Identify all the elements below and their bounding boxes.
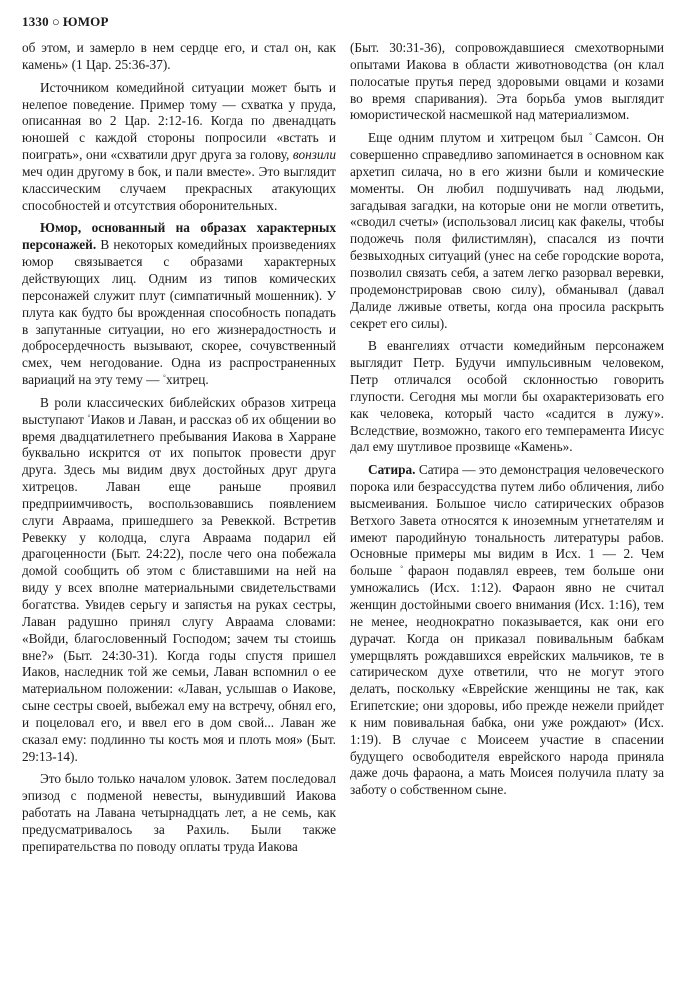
paragraph (350, 338, 664, 456)
left-column (22, 40, 336, 856)
paragraph (22, 40, 336, 74)
page-number: 1330 (22, 14, 49, 29)
cross-reference-marker: ◦ (589, 128, 595, 139)
paragraph-text: Еще одним плутом и хитрецом был (368, 130, 590, 146)
paragraph (350, 130, 664, 332)
subsection-heading: Сатира. (368, 462, 416, 478)
italic-text: вонзили (292, 147, 336, 163)
paragraph-text: хитрец. (165, 372, 209, 388)
right-column (350, 40, 664, 799)
paragraph-text: Это было только началом уловок. Затем последовал эпизод с подменой невесты, вынудивший Иакова работать на Лавана четырнадцать лет, а не семь, как предусматривалось за Рахиль. Были также препирательства по поводу оплаты труда Иакова (22, 771, 336, 854)
paragraph (22, 220, 336, 388)
cross-reference-marker: ◦ (400, 561, 409, 572)
paragraph-text: Самсон. Он совершенно справедливо запоминается в основном как архетип силача, но в его жизни были и комические моменты. Он любил подшучивать над людьми, загадывая загадки, на которые они не могли ответить, «сводил счеты» (использовал лисиц как факелы, чтобы подожечь поля филистимлян), спасался из почти безвыходных ситуаций (унес на себе городские ворота, позволил связать себя, а затем легко разорвал веревки, продемонстрировав свою силу), обманывал (давал Далиде лживые ответы, когда она просила раскрыть секрет его силы). (350, 130, 664, 331)
paragraph (350, 462, 664, 799)
cross-reference-marker: ◦ (87, 410, 91, 421)
paragraph-text: В евангелиях отчасти комедийным персонажем выглядит Петр. Будучи импульсивным человеком, Петр отличался особой склонностью говорить глупости. Сегодня мы могли бы охарактеризовать его как человека, который часто «садится в лужу». Вследствие, возможно, такого его темперамента Иисус дал ему шутливое прозвище «Камень». (350, 338, 664, 455)
paragraph-text: Иаков и Лаван, и рассказ об их общении во время двадцатилетнего пребывания Иакова в Харране буквально искрится от их попыток провести друг друга. Здесь мы видим двух достойных друг друга хитрецов. Лаван еще раньше проявил предприимчивость, воспользовавшись появлением слуги Авраама, пришедшего за Ревеккой. Встретив Ревекку у колодца, слуга Авраама подарил ей драгоценности (Быт. 24:22), после чего она побежала домой сообщить об этом с блиставшими на ней на виду у всех вполне материальными свидетельствами богатства. Увидев серьгу и запястья на руках сестры, Лаван радушно принял слугу Авраама словами: «Войди, благословенный Господом; зачем ты стоишь вне?» (Быт. 24:30-31). Когда годы спустя пришел Иаков, наследник той же семьи, Лаван вспомнил о ее материальном положении: «Лаван, услышав о Иакове, сыне сестры своей, выбежал ему на встречу, обнял его, и поцеловал его, и ввел его в дом свой... Лаван же сказал ему: подлинно ты кость моя и плоть моя» (Быт. 29:13-14). (22, 411, 336, 764)
paragraph (350, 40, 664, 124)
paragraph-text: В роли классических библейских образов хитреца выступают (22, 394, 336, 427)
paragraph-text: меч один другому в бок, и пали вместе». Это выглядит классическим случаем прекрасных атакующих способностей и отсутствия оборонительных. (22, 163, 336, 213)
paragraph-text: В некоторых комедийных произведениях юмор связывается с образами характерных действующих лиц. Одним из типов комических персонажей служит плут (симпатичный мошенник). У плута как будто бы врожденная способность попадать в запутанные ситуации, но его жизнерадостность и добросердечность вызывают, скорее, сочувственный смех, чем негодование. Одна из распространенных вариаций на эту тему — (22, 237, 336, 388)
paragraph (22, 80, 336, 215)
section-title: ЮМОР (62, 14, 109, 29)
subsection-heading: Юмор, основанный на образах характерных персонажей. (22, 220, 336, 253)
paragraph-text: Источником комедийной ситуации может быть и нелепое поведение. Пример тому — схватка у пруда, описанная во 2 Цар. 2:12-16. Когда по двенадцать юношей с каждой стороны попросили «встать и поиграть», они «схватили друг друга за голову, (22, 79, 336, 163)
paragraph-text: (Быт. 30:31-36), сопровождавшиеся смехотворными опытами Иакова в области животноводства (он клал полосатые прутья перед здоровыми овцами и козами во время спаривания). Эта борьба умов выглядит юмористической насмешкой над материализмом. (350, 40, 664, 123)
paragraph (22, 395, 336, 766)
paragraph-text: об этом, и замерло в нем сердце его, и стал он, как камень» (1 Цар. 25:36-37). (22, 40, 336, 72)
cross-reference-marker: ◦ (162, 370, 166, 381)
paragraph (22, 771, 336, 855)
header-separator: ○ (51, 14, 60, 29)
paragraph-text: фараон подавлял евреев, тем больше они умножались (Исх. 1:12). Фараон явно не считал женщин достойными своего внимания (Исх. 1:16), тем не менее, неоднократно показывается, как они его дурачат. Когда он приказал повивальным бабкам умерщвлять рождавшихся еврейских мальчиков, те в сатирическом духе ответили, что не могут этого делать, поскольку «Еврейские женщины не так, как Египетские; они здоровы, ибо прежде нежели прийдет к ним повивальная бабка, они уже рождают» (Исх. 1:19). В случае с Моисеем участие в спасении будущего освободителя еврейского народа приняла даже дочь фараона, а мать Моисея получила плату за заботу о собственном сыне. (350, 563, 665, 798)
running-header (22, 14, 109, 30)
paragraph-text: Сатира — это демонстрация человеческого порока или безрассудства путем либо обличения, либо высмеивания. Большое число сатирических образов Ветхого Завета относятся к иноземным угнетателям и имеют пародийную тональность литературы рабов. Основные примеры мы видим в Исх. 1 — 2. Чем больше (350, 462, 664, 579)
